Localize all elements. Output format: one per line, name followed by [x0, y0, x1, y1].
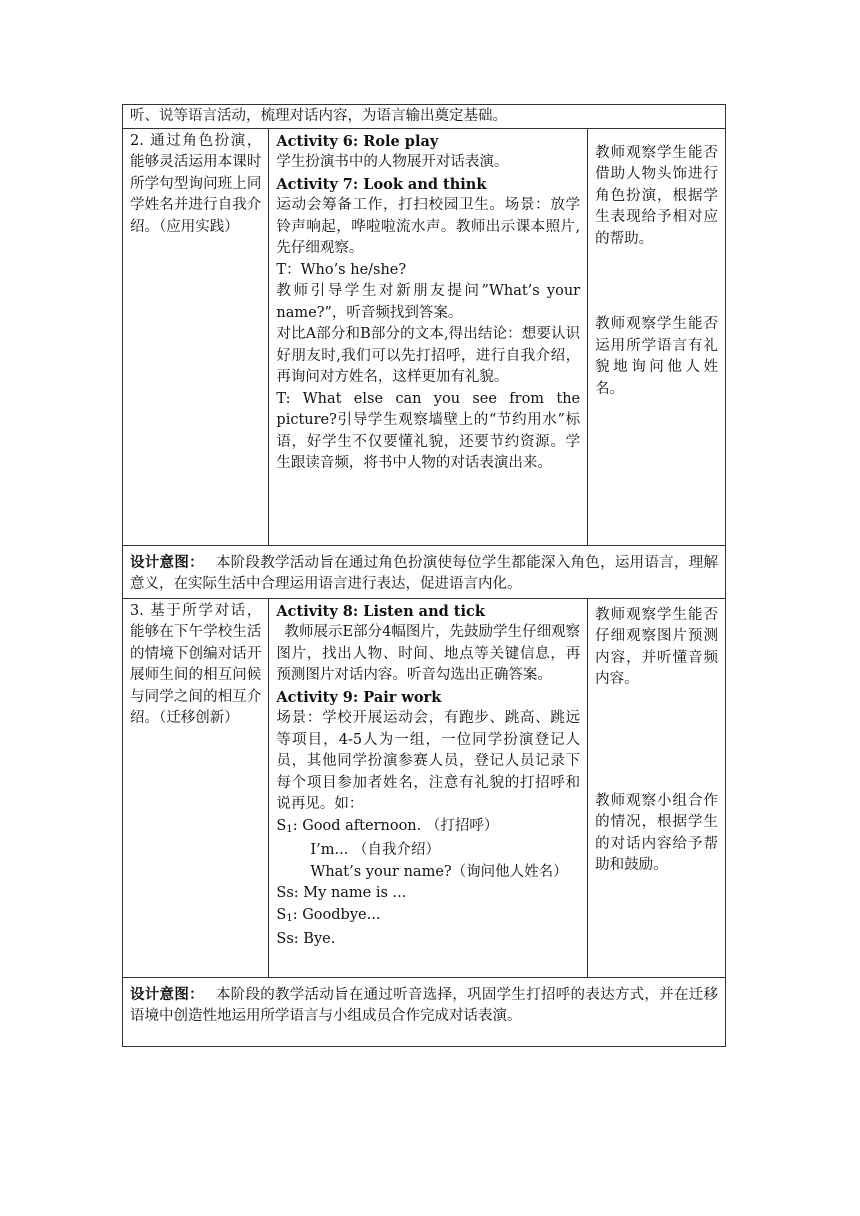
- goal-3-text: 3. 基于所学对话，能够在下午学校生活的情境下创编对话开展师生间的相互问候与同学之间的相互介绍。（迁移创新）: [130, 602, 262, 726]
- what-else-text: T: What else can you see from the picture?引导学生观察墙壁上的“节约用水”标语，好学生不仅要懂礼貌，还要节约资源。学生跟读音频，将书中人物的对话表演出来。: [276, 390, 581, 471]
- evaluation-2-cell: [588, 128, 726, 545]
- dialogue-text: : Goodbye...: [292, 906, 381, 923]
- design-intent-2: [123, 977, 726, 1046]
- evaluation-3b: 教师观察小组合作的情况，根据学生的对话内容给予帮助和鼓励。: [595, 792, 718, 873]
- activity-9-text: 场景：学校开展运动会，有跑步、跳高、跳远等项目，4-5人为一组，一位同学扮演登记人员，其他同学扮演参赛人员，登记人员记录下每个项目参加者姓名，注意有礼貌的打招呼和说再见。如：: [276, 710, 581, 812]
- dialogue-line-4: Ss: My name is ...: [276, 885, 407, 901]
- speaker-subscript: 1: [286, 912, 293, 924]
- goal-2-text: 2. 通过角色扮演，能够灵活运用本课时所学句型询问班上同学姓名并进行自我介绍。（应用实践）: [130, 132, 262, 235]
- evaluation-3-cell: [588, 598, 726, 977]
- activity-7-text: 运动会筹备工作，打扫校园卫生。场景：放学铃声响起，哗啦啦流水声。教师出示课本照片,先仔细观察。: [276, 197, 581, 256]
- compare-text: 对比A部分和B部分的文本,得出结论：想要认识好朋友时,我们可以先打招呼，进行自我介绍，再询问对方姓名，这样更加有礼貌。: [276, 326, 581, 385]
- evaluation-2b: 教师观察学生能否运用所学语言有礼貌地询问他人姓名。: [595, 316, 718, 397]
- dialogue-line-1: [276, 816, 580, 841]
- lesson-plan-table: [122, 104, 726, 1047]
- guide-text: 教师引导学生对新朋友提问”What’s your name?”，听音频找到答案。: [276, 283, 581, 321]
- spacer: [595, 250, 718, 314]
- top-row-text: 听、说等语言活动，梳理对话内容，为语言输出奠定基础。: [123, 105, 726, 129]
- activity-7-title: Activity 7: Look and think: [276, 175, 487, 193]
- evaluation-2a: 教师观察学生能否借助人物头饰进行角色扮演，根据学生表现给予相对应的帮助。: [595, 144, 718, 247]
- activity-9-title: Activity 9: Pair work: [276, 688, 442, 706]
- dialogue-text: : Good afternoon. （打招呼）: [292, 817, 499, 834]
- activity-8-title: Activity 8: Listen and tick: [276, 602, 485, 620]
- table-row: [123, 977, 726, 1046]
- goal-2-cell: [123, 128, 269, 545]
- dialogue-line-3: What’s your name?（询问他人姓名）: [310, 863, 568, 880]
- goal-3-cell: [123, 598, 269, 977]
- speaker-label: S: [276, 817, 287, 834]
- table-row: [123, 545, 726, 598]
- teacher-question: T：Who’s he/she?: [276, 261, 407, 278]
- dialogue-line-5: [276, 905, 580, 930]
- table-row: [123, 598, 726, 977]
- table-row: [123, 128, 726, 545]
- evaluation-3a: 教师观察学生能否仔细观察图片预测内容，并听懂音频内容。: [595, 606, 718, 687]
- dialogue-line-2: I’m... （自我介绍）: [310, 842, 440, 858]
- design-intent-label: 设计意图：: [130, 553, 204, 571]
- dialogue-line-6: Ss: Bye.: [276, 931, 336, 947]
- spacer: [595, 691, 718, 791]
- activities-3-cell: [269, 598, 588, 977]
- design-intent-text: 本阶段教学活动旨在通过角色扮演使每位学生都能深入角色，运用语言，理解意义，在实际生活中合理运用语言进行表达，促进语言内化。: [130, 554, 719, 592]
- speaker-subscript: 1: [286, 823, 293, 835]
- table-row: [123, 105, 726, 129]
- activity-6-text: 学生扮演书中的人物展开对话表演。: [276, 154, 509, 170]
- speaker-label: S: [276, 906, 287, 923]
- design-intent-1: [123, 545, 726, 598]
- design-intent-label: 设计意图：: [130, 985, 204, 1003]
- activities-2-cell: [269, 128, 588, 545]
- activity-6-title: Activity 6: Role play: [276, 132, 439, 150]
- activity-8-text: 教师展示E部分4幅图片，先鼓励学生仔细观察图片，找出人物、时间、地点等关键信息，再预测图片对话内容。听音勾选出正确答案。: [276, 624, 581, 683]
- design-intent-text: 本阶段的教学活动旨在通过听音选择，巩固学生打招呼的表达方式，并在迁移语境中创造性地运用所学语言与小组成员合作完成对话表演。: [130, 986, 719, 1024]
